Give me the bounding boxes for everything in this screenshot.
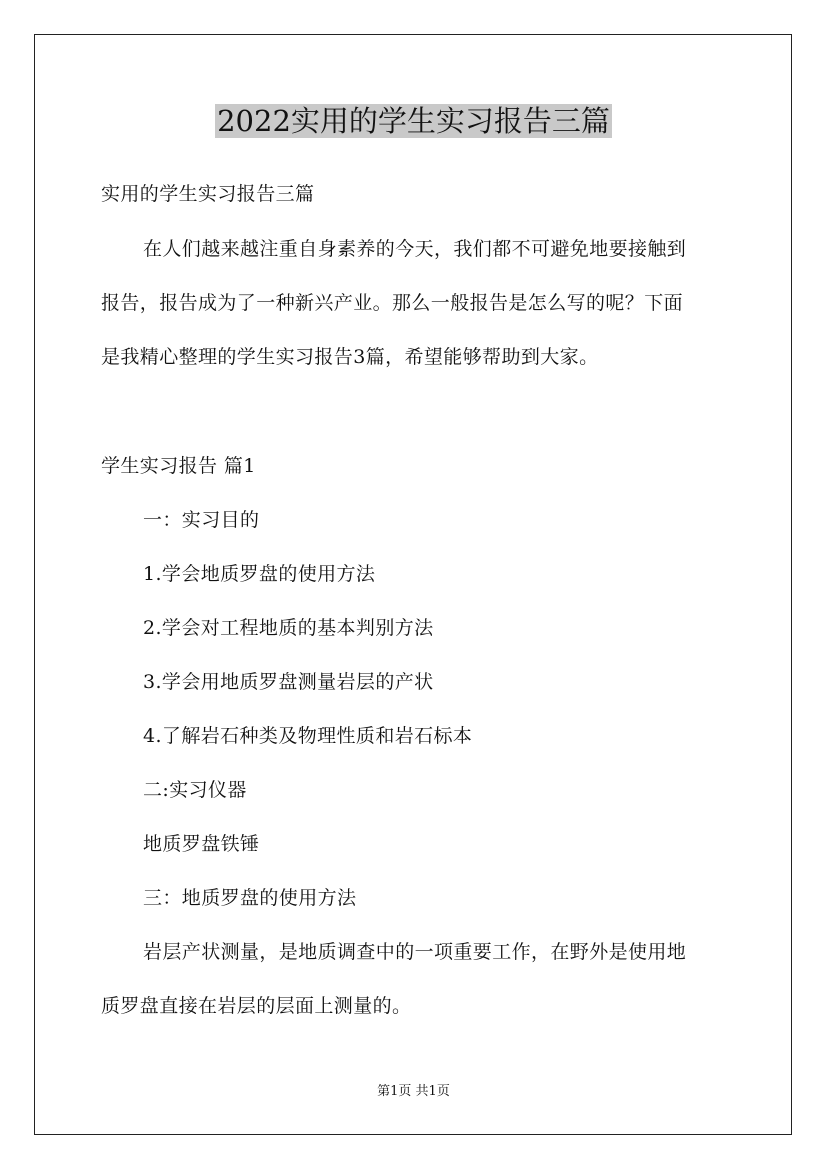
instruments-text: 地质罗盘铁锤	[143, 833, 260, 855]
intro-line-3: 是我精心整理的学生实习报告3篇，希望能够帮助到大家。	[101, 346, 599, 368]
intro-line-2: 报告，报告成为了一种新兴产业。那么一般报告是怎么写的呢？下面	[101, 292, 684, 314]
section-heading: 学生实习报告 篇1	[101, 455, 256, 477]
method-heading: 三：地质罗盘的使用方法	[143, 887, 357, 909]
document-subtitle: 实用的学生实习报告三篇	[101, 183, 315, 205]
document-title	[0, 100, 827, 142]
document-title-text: 2022实用的学生实习报告三篇	[217, 104, 610, 138]
purpose-item-4: 4.了解岩石种类及物理性质和岩石标本	[143, 725, 473, 747]
purpose-item-1: 1.学会地质罗盘的使用方法	[143, 563, 376, 585]
intro-line-1: 在人们越来越注重自身素养的今天，我们都不可避免地要接触到	[143, 238, 687, 260]
purpose-item-2: 2.学会对工程地质的基本判别方法	[143, 617, 434, 639]
method-line-1: 岩层产状测量，是地质调查中的一项重要工作，在野外是使用地	[143, 941, 687, 963]
purpose-heading: 一：实习目的	[143, 509, 260, 531]
page-footer: 第1页 共1页	[377, 1084, 450, 1099]
purpose-item-3: 3.学会用地质罗盘测量岩层的产状	[143, 671, 434, 693]
method-line-2: 质罗盘直接在岩层的层面上测量的。	[101, 995, 412, 1017]
instruments-heading: 二:实习仪器	[143, 779, 247, 801]
